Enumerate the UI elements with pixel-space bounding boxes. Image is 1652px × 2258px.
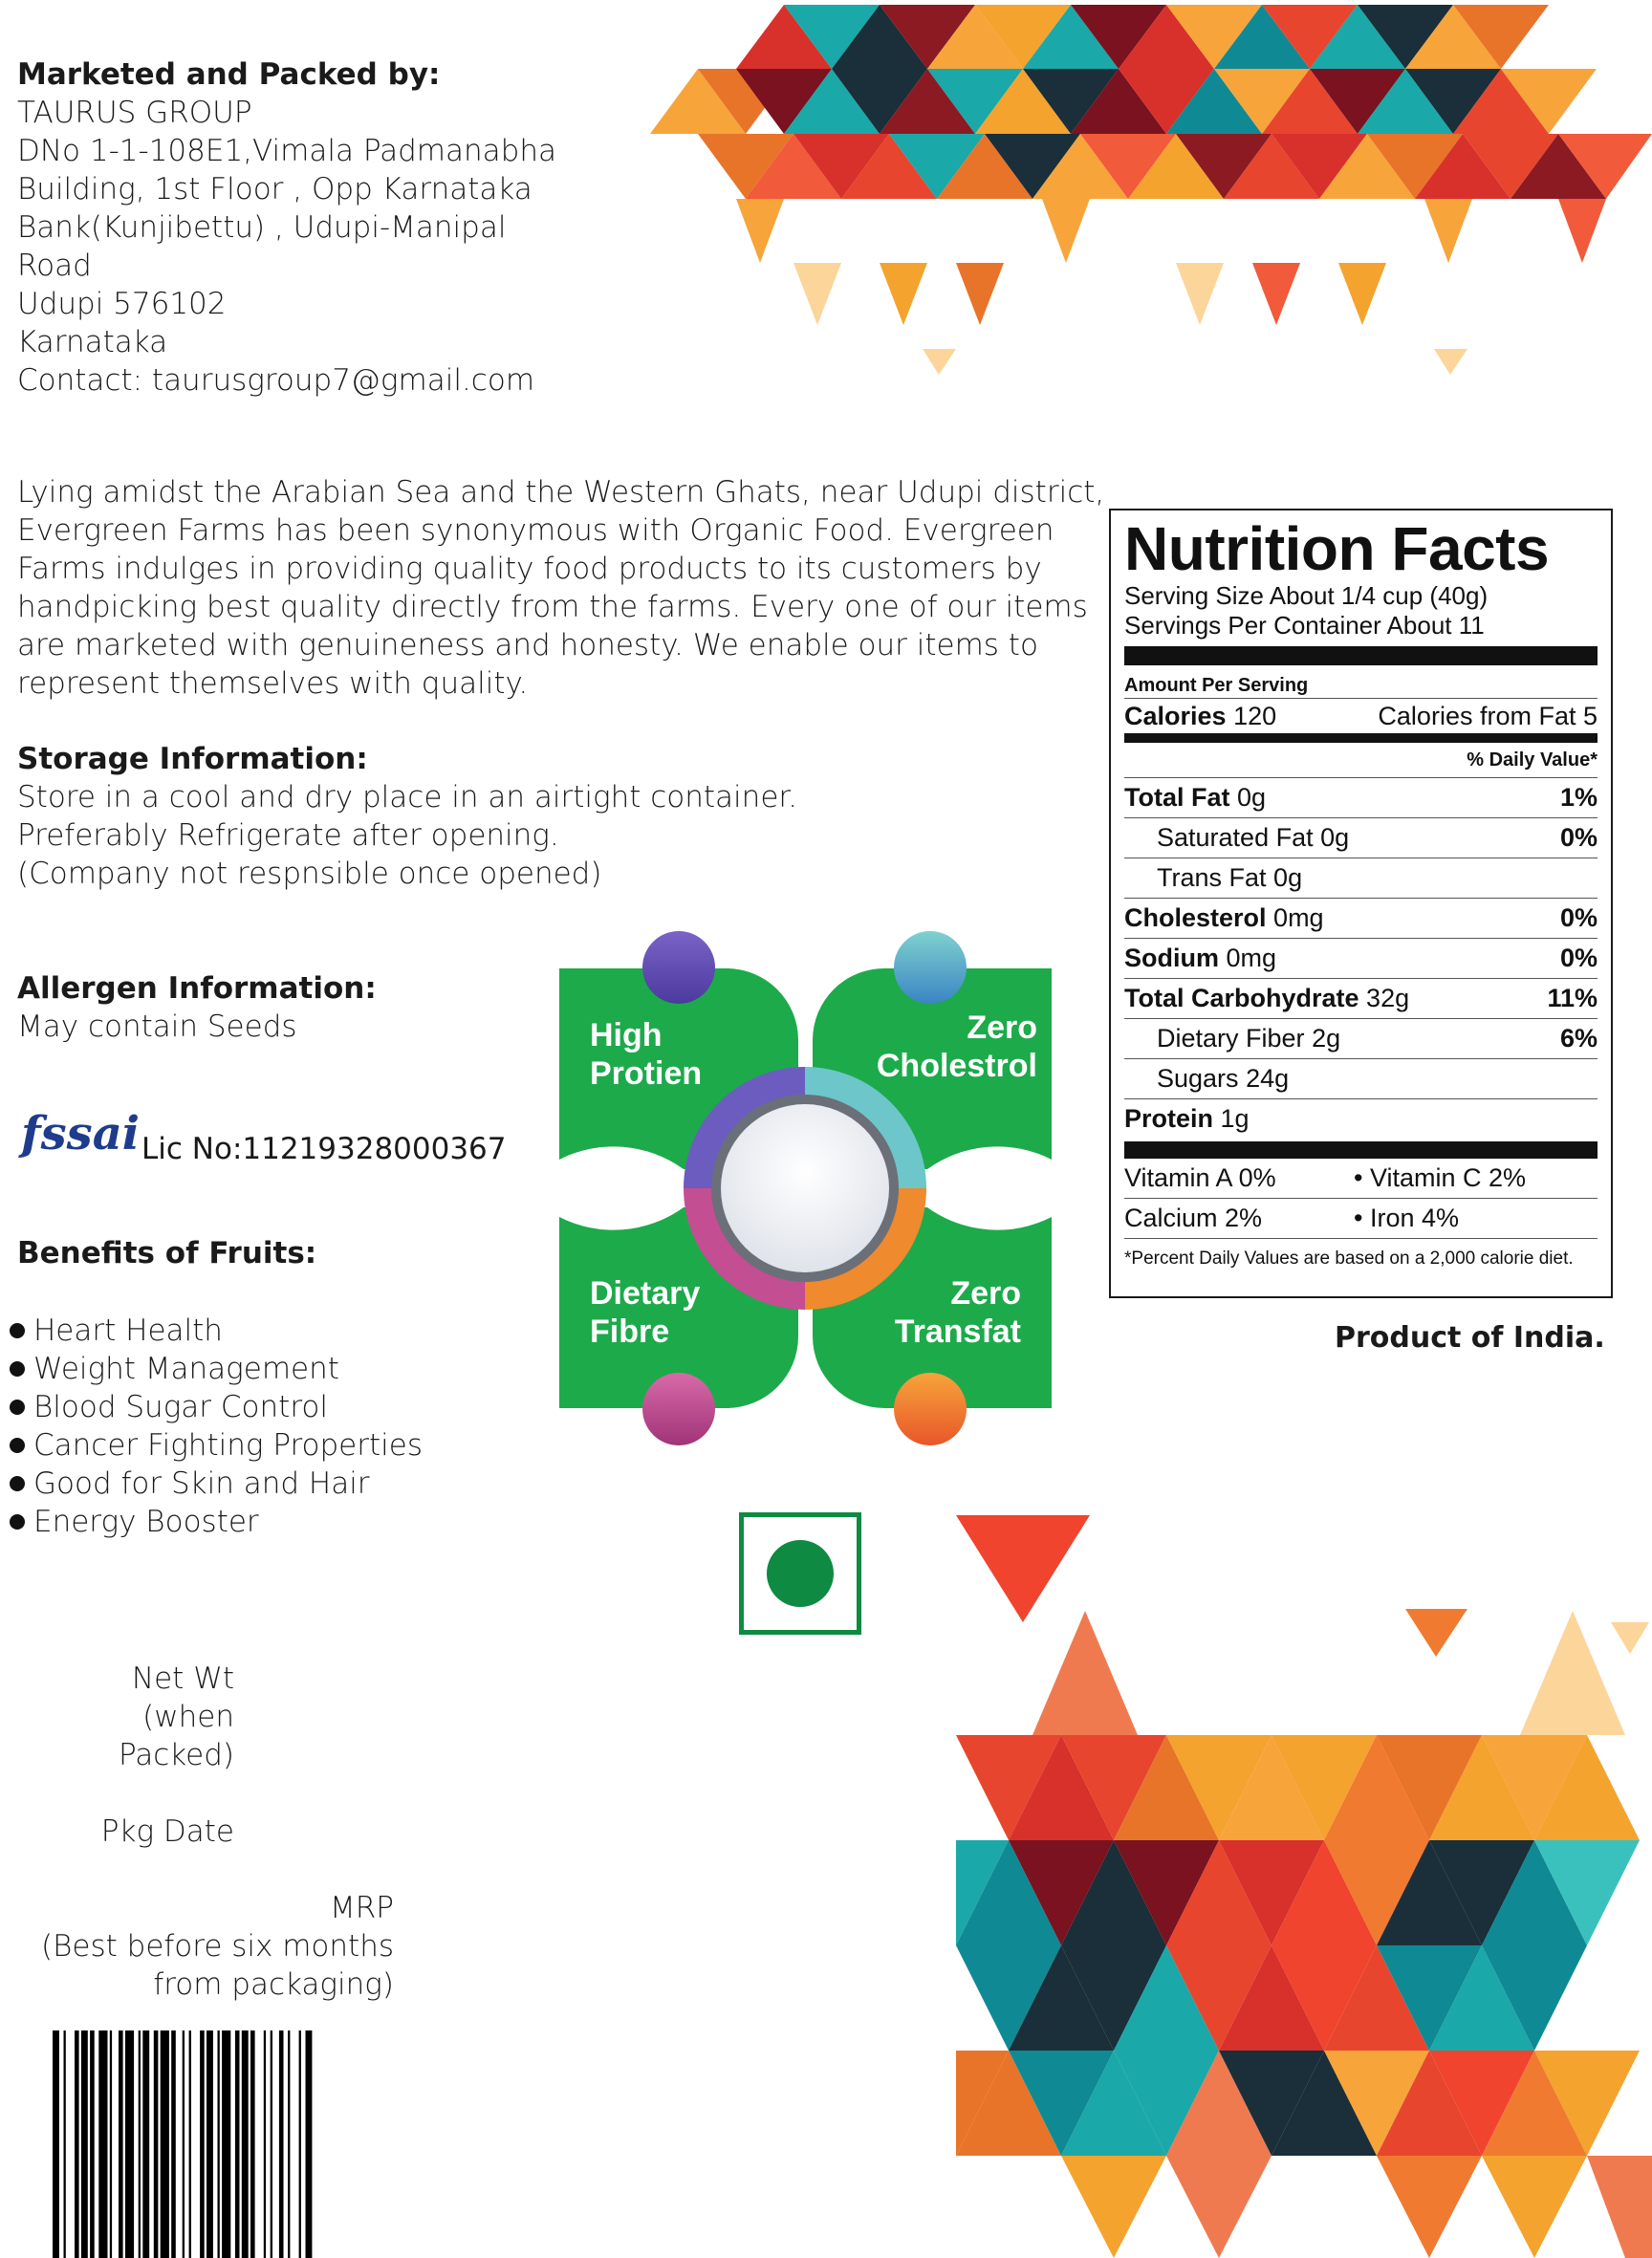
nutrient-row: Protein 1g bbox=[1124, 1104, 1250, 1133]
nutrition-footnote: *Percent Daily Values are based on a 2,000 calorie diet. bbox=[1124, 1248, 1574, 1269]
badge-zero-cholesterol: Zero Cholestrol bbox=[876, 1010, 1037, 1084]
bullet-icon bbox=[10, 1438, 25, 1453]
vitamin-rows bbox=[1124, 1159, 1598, 1239]
nutrient-row: Dietary Fiber 2g 6% bbox=[1124, 1019, 1598, 1059]
nutrient-row: Saturated Fat 0g 0% bbox=[1124, 818, 1598, 858]
benefits-heading: Benefits of Fruits: bbox=[17, 1236, 317, 1270]
list-item: Blood Sugar Control bbox=[10, 1388, 423, 1426]
marketer-address: TAURUS GROUP DNo 1-1-108E1,Vimala Padmanabha Building, 1st Floor , Opp Karnataka Bank(Kunjibettu) , Udupi-Manipal Road Udupi 576102 Karnataka Contact: taurusgroup7@gmail.com bbox=[17, 96, 556, 398]
fssai-license: Lic No:11219328000367 bbox=[141, 1132, 507, 1166]
barcode-icon bbox=[53, 2030, 492, 2258]
marketer-heading: Marketed and Packed by: bbox=[17, 57, 441, 92]
bullet-icon bbox=[10, 1476, 25, 1491]
net-weight-label: Net Wt (when Packed) bbox=[118, 1661, 234, 1772]
product-origin: Product of India. bbox=[1335, 1321, 1605, 1355]
vitamin-row: Vitamin A 0% • Vitamin C 2% bbox=[1124, 1159, 1598, 1199]
decorative-triangle-pattern-top bbox=[641, 0, 1652, 382]
divider bbox=[1124, 646, 1598, 665]
badge-high-protein: High Protien bbox=[590, 1017, 703, 1092]
nutrient-row: Sodium 0mg 0% bbox=[1124, 939, 1598, 979]
storage-text: Store in a cool and dry place in an airtight container. Preferably Refrigerate after opening. (Company not respnsible once opened) bbox=[17, 780, 798, 891]
nutrition-title: Nutrition Facts bbox=[1124, 514, 1550, 583]
badge-zero-transfat: Zero Transfat bbox=[894, 1275, 1021, 1350]
daily-value-header: % Daily Value* bbox=[1124, 743, 1598, 778]
veg-mark-icon bbox=[739, 1512, 861, 1635]
allergen-text: May contain Seeds bbox=[17, 1010, 297, 1044]
about-paragraph: Lying amidst the Arabian Sea and the Western Ghats, near Udupi district, Evergreen Farms has been synonymous with Organic Food. Evergreen Farms indulges in providing quality food products to its customers by handpicking best quality directly from the farms. Every one of our items are marketed with genuineness and honesty. We enable our items to represent themselves with quality. bbox=[17, 475, 1105, 701]
pkg-date-label: Pkg Date bbox=[100, 1814, 234, 1849]
nutrition-facts-panel bbox=[1109, 509, 1613, 1298]
bullet-icon bbox=[10, 1400, 25, 1415]
divider bbox=[1124, 733, 1598, 743]
calories-row: Calories 120 Calories from Fat 5 bbox=[1124, 698, 1598, 733]
list-item: Cancer Fighting Properties bbox=[10, 1426, 423, 1465]
list-item: Energy Booster bbox=[10, 1503, 423, 1541]
benefit-badges-graphic bbox=[554, 925, 1056, 1451]
badge-dietary-fibre: Dietary Fibre bbox=[590, 1275, 701, 1350]
list-item: Weight Management bbox=[10, 1350, 423, 1388]
vitamin-row: Calcium 2% • Iron 4% bbox=[1124, 1199, 1598, 1239]
nutrient-rows bbox=[1124, 778, 1598, 1139]
nutrient-row: Total Carbohydrate 32g 11% bbox=[1124, 979, 1598, 1019]
amount-per-serving: Amount Per Serving bbox=[1124, 675, 1309, 696]
serving-size: Serving Size About 1/4 cup (40g) bbox=[1124, 581, 1489, 610]
benefits-list bbox=[10, 1312, 423, 1541]
fssai-logo: fssai bbox=[21, 1107, 141, 1161]
nutrient-row: Cholesterol 0mg 0% bbox=[1124, 899, 1598, 939]
list-item: Good for Skin and Hair bbox=[10, 1465, 423, 1503]
mrp-label: MRP (Best before six months from packaging) bbox=[41, 1891, 394, 2002]
bullet-icon bbox=[10, 1514, 25, 1530]
list-item: Heart Health bbox=[10, 1312, 423, 1350]
nutrient-row: Total Fat 0g 1% bbox=[1124, 778, 1598, 818]
bullet-icon bbox=[10, 1323, 25, 1338]
storage-heading: Storage Information: bbox=[17, 742, 368, 776]
servings-per-container: Servings Per Container About 11 bbox=[1124, 611, 1485, 640]
divider bbox=[1124, 1141, 1598, 1159]
decorative-triangle-pattern-bottom bbox=[956, 1515, 1652, 2258]
nutrient-row: Sugars 24g bbox=[1124, 1059, 1598, 1099]
allergen-heading: Allergen Information: bbox=[17, 971, 377, 1006]
nutrient-row: Trans Fat 0g bbox=[1124, 858, 1598, 899]
bullet-icon bbox=[10, 1361, 25, 1377]
